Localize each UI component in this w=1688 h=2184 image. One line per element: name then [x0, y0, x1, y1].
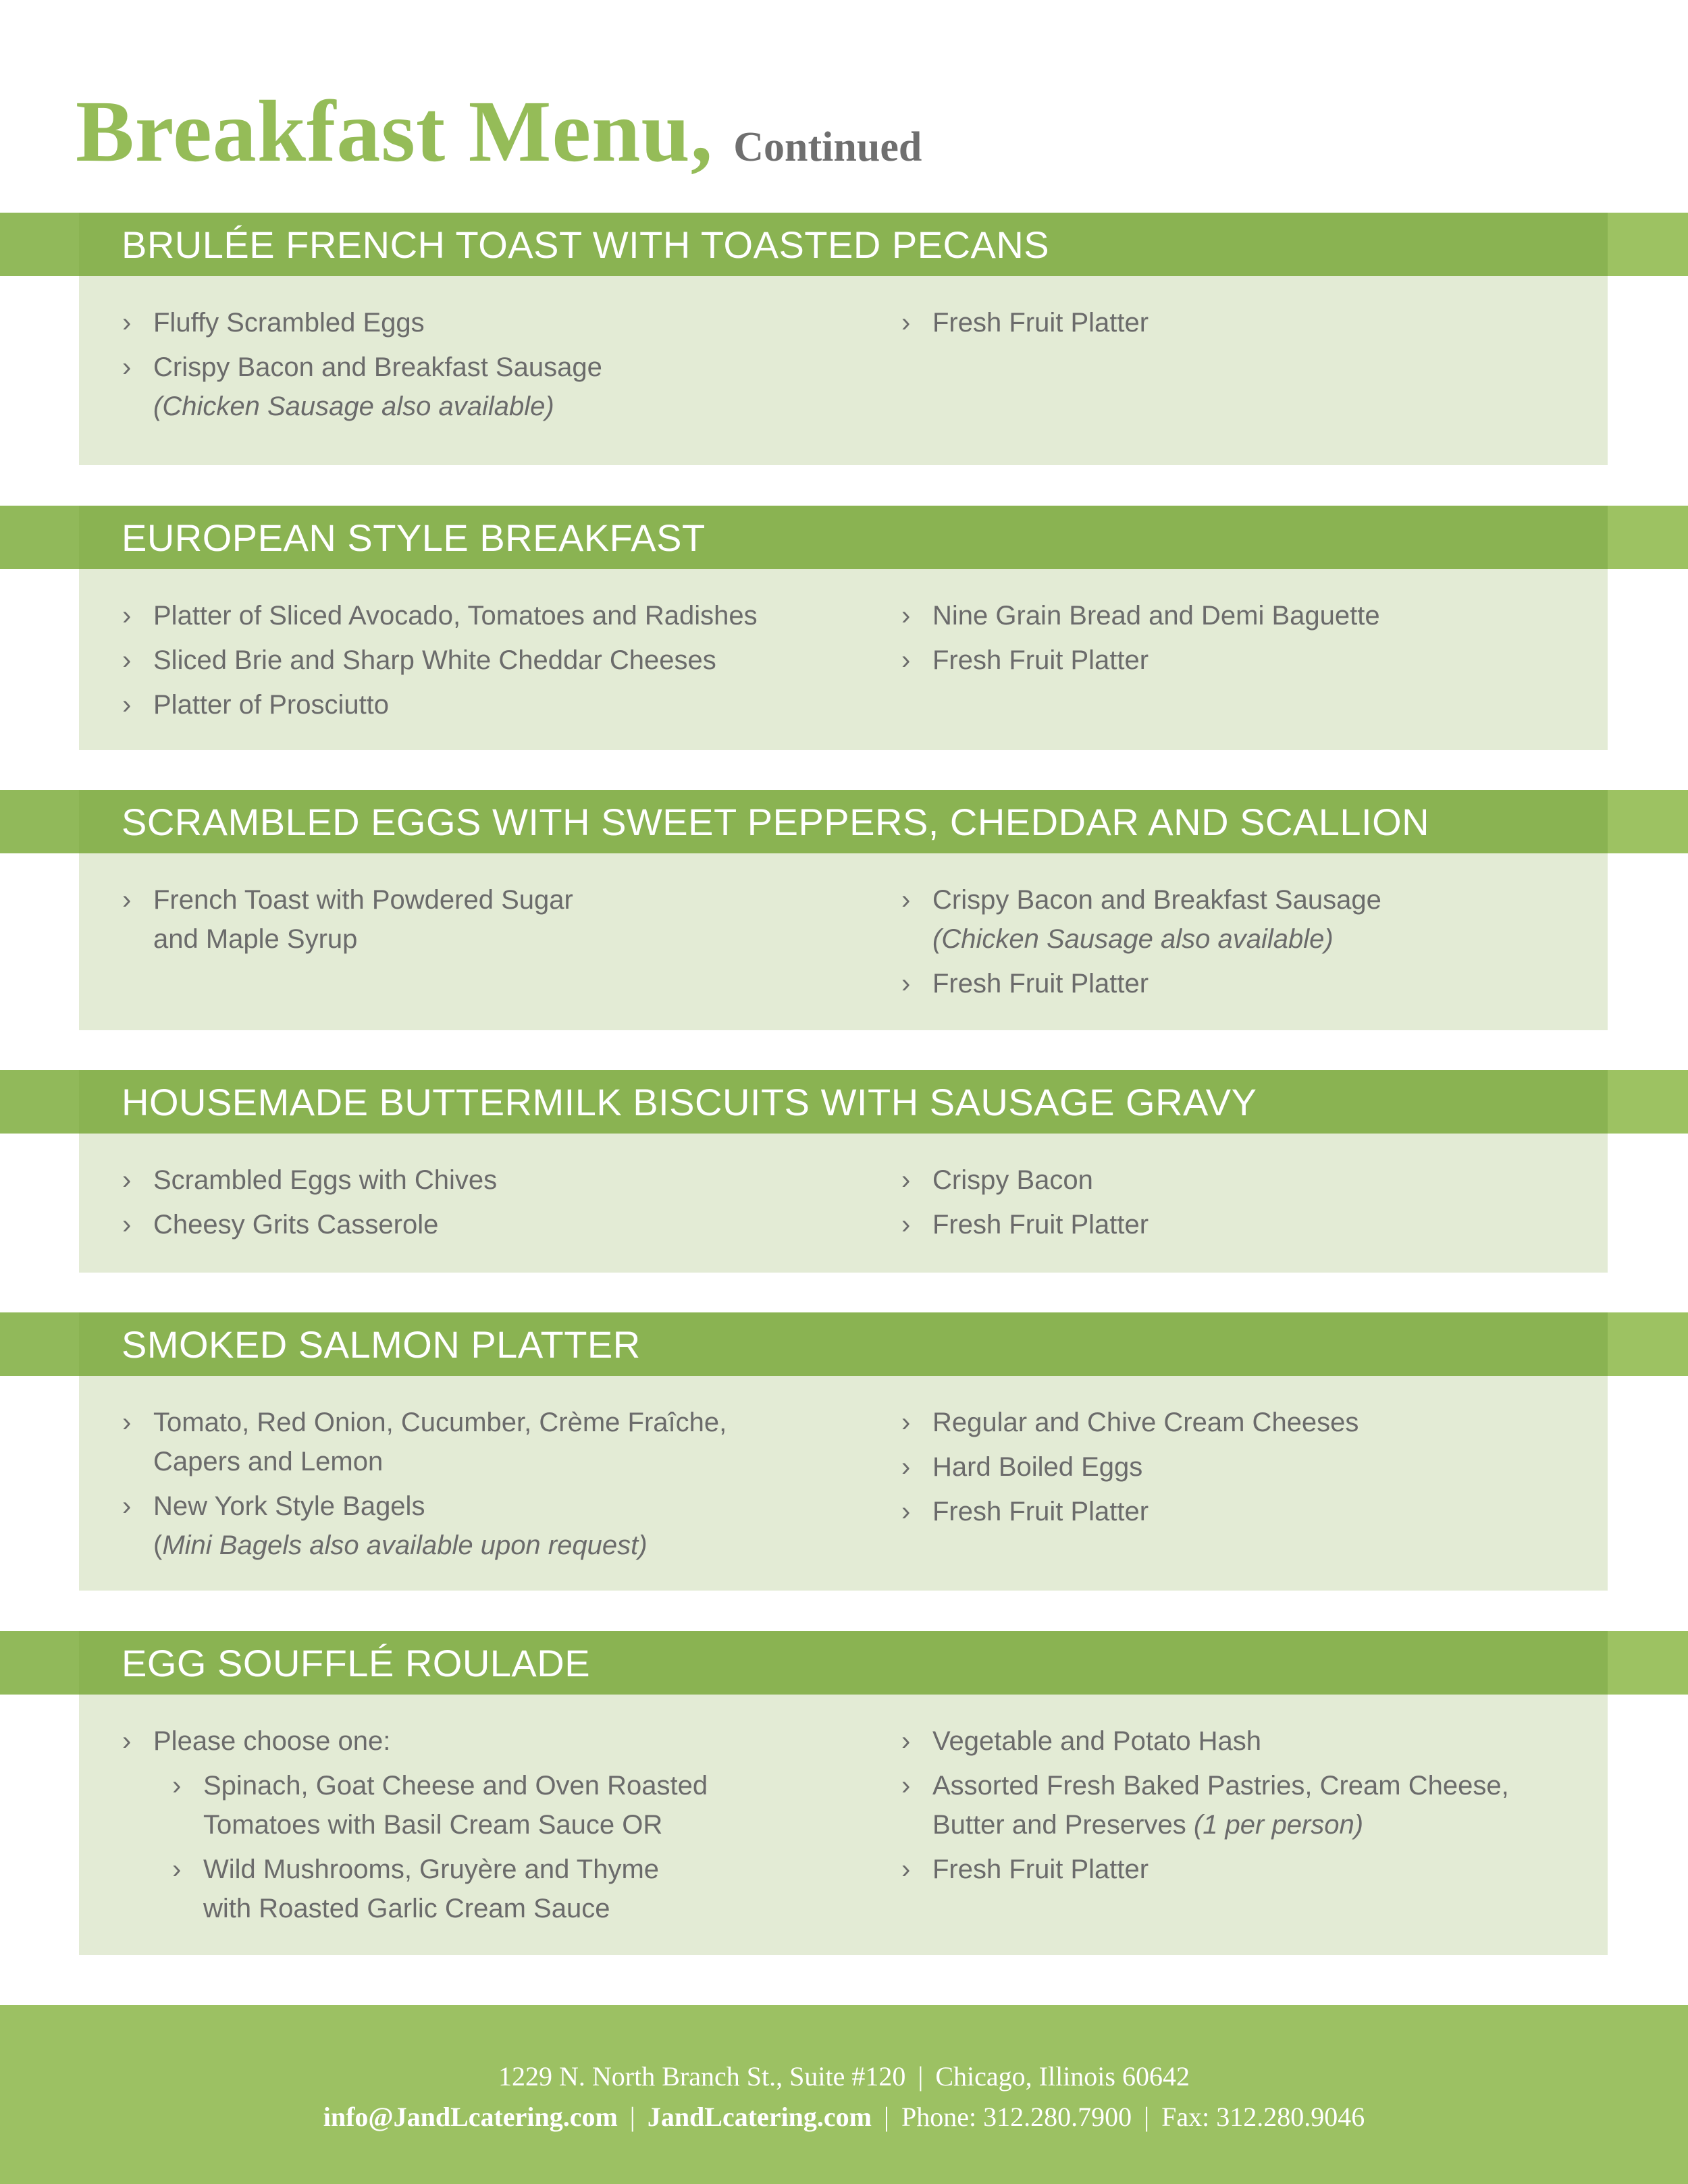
chevron-right-icon: › — [122, 1210, 132, 1240]
list-item: › Fresh Fruit Platter — [901, 964, 1577, 1003]
list-item: › Platter of Prosciutto — [122, 685, 851, 724]
left-column — [122, 303, 851, 431]
footer-address-line: 1229 N. North Branch St., Suite #120 | Chicago, Illinois 60642 — [498, 2061, 1190, 2092]
chevron-right-icon: › — [901, 1452, 911, 1482]
section-body — [79, 1134, 1608, 1273]
chevron-right-icon: › — [901, 1210, 911, 1240]
section-heading: HOUSEMADE BUTTERMILK BISCUITS WITH SAUSAGE GRAVY — [122, 1081, 1257, 1123]
list-item: › Vegetable and Potato Hash — [901, 1722, 1577, 1761]
right-column — [901, 1161, 1577, 1250]
page-title — [76, 81, 922, 182]
section-band-extension — [1608, 1070, 1688, 1134]
chevron-right-icon: › — [122, 690, 132, 720]
section-band-extension — [1608, 1631, 1688, 1695]
right-column — [901, 303, 1577, 348]
chevron-right-icon: › — [122, 885, 132, 915]
list-item: › French Toast with Powdered Sugar and Maple Syrup — [122, 880, 851, 959]
section-band-left — [0, 506, 79, 569]
chevron-right-icon: › — [122, 1726, 132, 1756]
chevron-right-icon: › — [901, 1497, 911, 1526]
list-item: › New York Style Bagels (Mini Bagels also available upon request) — [122, 1487, 851, 1565]
list-item: › Regular and Chive Cream Cheeses — [901, 1403, 1577, 1442]
section-heading: SCRAMBLED EGGS WITH SWEET PEPPERS, CHEDDAR AND SCALLION — [122, 801, 1430, 843]
left-column — [122, 1403, 851, 1570]
section-band-left — [0, 1312, 79, 1376]
footer-email-link[interactable]: info@JandLcatering.com — [323, 2102, 618, 2132]
chevron-right-icon: › — [122, 1491, 132, 1521]
footer-phone: Phone: 312.280.7900 — [901, 2102, 1132, 2132]
item-note: (1 per person) — [1193, 1810, 1364, 1840]
left-column — [122, 596, 851, 730]
chevron-right-icon: › — [901, 308, 911, 338]
section-band-left — [0, 213, 79, 276]
right-column — [901, 1403, 1577, 1537]
item-note: (Chicken Sausage also available) — [153, 392, 554, 421]
section-band-left — [0, 1070, 79, 1134]
list-item: › Fresh Fruit Platter — [901, 303, 1577, 342]
section-heading: EGG SOUFFLÉ ROULADE — [122, 1642, 591, 1684]
item-note: Mini Bagels also available upon request) — [162, 1530, 648, 1560]
list-item: › Cheesy Grits Casserole — [122, 1205, 851, 1244]
left-column — [122, 1722, 851, 1934]
chevron-right-icon: › — [901, 1726, 911, 1756]
section-heading: SMOKED SALMON PLATTER — [122, 1323, 641, 1366]
list-item: › Crispy Bacon — [901, 1161, 1577, 1200]
list-item: › Hard Boiled Eggs — [901, 1447, 1577, 1487]
section-body — [79, 1695, 1608, 1955]
footer-website-link[interactable]: JandLcatering.com — [647, 2102, 872, 2132]
list-item: › Fluffy Scrambled Eggs — [122, 303, 851, 342]
list-item: › Assorted Fresh Baked Pastries, Cream Cheese, Butter and Preserves (1 per person) — [901, 1766, 1577, 1844]
chevron-right-icon: › — [901, 1855, 911, 1884]
list-item: › Please choose one: — [122, 1722, 851, 1761]
list-item: › Sliced Brie and Sharp White Cheddar Cheeses — [122, 641, 851, 680]
section-band-extension — [1608, 506, 1688, 569]
left-column — [122, 880, 851, 964]
list-item: › Nine Grain Bread and Demi Baguette — [901, 596, 1577, 635]
chevron-right-icon: › — [122, 1408, 132, 1437]
chevron-right-icon: › — [901, 1165, 911, 1195]
chevron-right-icon: › — [901, 1408, 911, 1437]
right-column — [901, 596, 1577, 685]
section-body — [79, 853, 1608, 1030]
list-item: › Platter of Sliced Avocado, Tomatoes and Radishes — [122, 596, 851, 635]
section-heading: BRULÉE FRENCH TOAST WITH TOASTED PECANS — [122, 223, 1050, 266]
list-sub-item: › Spinach, Goat Cheese and Oven Roasted Tomatoes with Basil Cream Sauce OR — [172, 1766, 851, 1844]
chevron-right-icon: › — [122, 1165, 132, 1195]
section-body — [79, 569, 1608, 750]
list-item: › Scrambled Eggs with Chives — [122, 1161, 851, 1200]
footer-fax: Fax: 312.280.9046 — [1161, 2102, 1365, 2132]
section-band-extension — [1608, 790, 1688, 853]
right-column — [901, 1722, 1577, 1894]
item-note: (Chicken Sausage also available) — [932, 924, 1334, 954]
chevron-right-icon: › — [172, 1855, 182, 1884]
list-item: › Tomato, Red Onion, Cucumber, Crème Fraîche, Capers and Lemon — [122, 1403, 851, 1481]
section-heading: EUROPEAN STYLE BREAKFAST — [122, 516, 706, 559]
footer — [0, 2005, 1688, 2184]
chevron-right-icon: › — [901, 601, 911, 631]
list-item: › Fresh Fruit Platter — [901, 1492, 1577, 1531]
list-item: › Crispy Bacon and Breakfast Sausage (Chicken Sausage also available) — [901, 880, 1577, 959]
list-item: › Crispy Bacon and Breakfast Sausage (Chicken Sausage also available) — [122, 348, 851, 426]
section-body — [79, 276, 1608, 465]
chevron-right-icon: › — [122, 308, 132, 338]
chevron-right-icon: › — [172, 1771, 182, 1801]
footer-contact-line: info@JandLcatering.com | JandLcatering.com | Phone: 312.280.7900 | Fax: 312.280.9046 — [323, 2102, 1365, 2132]
list-sub-item: › Wild Mushrooms, Gruyère and Thyme with Roasted Garlic Cream Sauce — [172, 1850, 851, 1928]
section-band-extension — [1608, 213, 1688, 276]
chevron-right-icon: › — [122, 645, 132, 675]
left-column — [122, 1161, 851, 1250]
section-band-left — [0, 790, 79, 853]
chevron-right-icon: › — [901, 1771, 911, 1801]
list-item: › Fresh Fruit Platter — [901, 641, 1577, 680]
section-band-left — [0, 1631, 79, 1695]
section-body — [79, 1376, 1608, 1591]
chevron-right-icon: › — [901, 885, 911, 915]
chevron-right-icon: › — [901, 645, 911, 675]
list-item: › Fresh Fruit Platter — [901, 1205, 1577, 1244]
chevron-right-icon: › — [122, 601, 132, 631]
menu-subtitle: Continued — [733, 124, 922, 170]
right-column — [901, 880, 1577, 1009]
chevron-right-icon: › — [122, 352, 132, 382]
footer-city: Chicago, Illinois 60642 — [935, 2061, 1190, 2092]
list-item: › Fresh Fruit Platter — [901, 1850, 1577, 1889]
footer-address: 1229 N. North Branch St., Suite #120 — [498, 2061, 906, 2092]
section-band-extension — [1608, 1312, 1688, 1376]
chevron-right-icon: › — [901, 969, 911, 998]
menu-title: Breakfast Menu, — [76, 83, 714, 180]
